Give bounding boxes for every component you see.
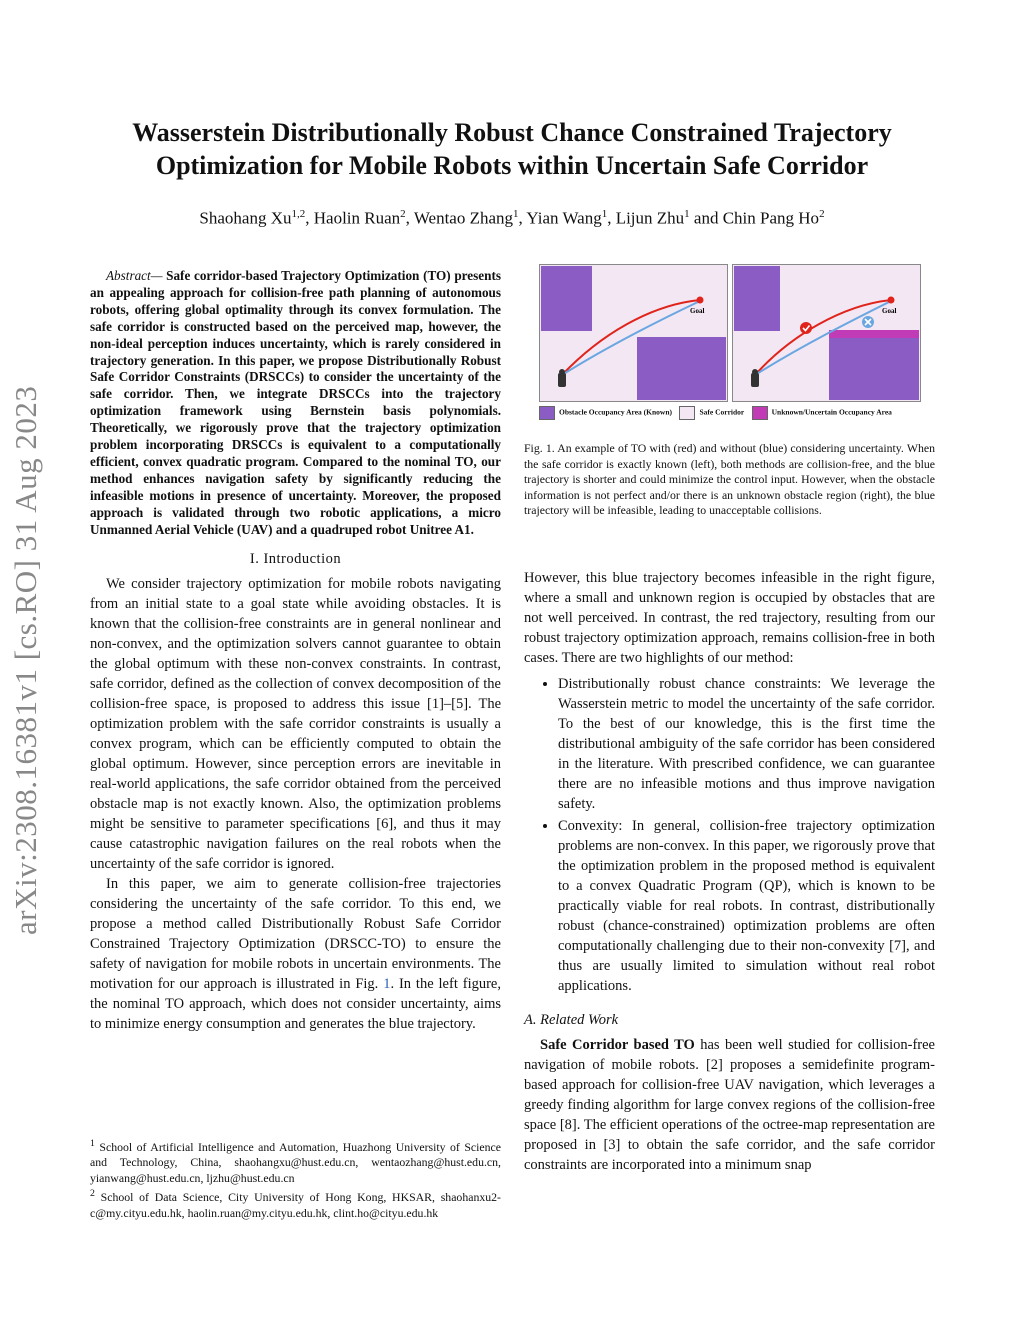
paper-title: Wasserstein Distributionally Robust Chance Constrained Trajectory Optimization for Mobile Robots within Uncertain Safe Corridor <box>132 118 892 180</box>
figure-left-svg <box>540 265 727 401</box>
abstract-label: Abstract <box>106 268 151 283</box>
intro-paragraph-1: We consider trajectory optimization for mobile robots navigating from an initial state to a goal state while avoiding obstacles. It is known that the collision-free constraints are in general nonlinear and non-convex, and the optimization solvers cannot guarantee to obtain the global optimum with these non-convex constraints. In contrast, safe corridor, defined as the collection of convex decomposition of the collision-free space, is proposed to address this issue [1]–[5]. The optimization problem with the safe corridor constraints is usually a convex program, which can be efficiently computed to obtain the global optimum. However, since perception errors are inevitable in real-world applications, the safe corridor obtained from the perceived obstacle map is not exactly known. Also, the optimization problems might be sensitive to parameter specifications [6], and thus it may cause catastrophic navigation failures on the real robots when the uncertainty of the safe corridor is ignored. <box>90 575 501 872</box>
figure-caption: Fig. 1. An example of TO with (red) and without (blue) considering uncertainty. When the safe corridor is exactly known (left), both methods are collision-free, and the blue trajectory is shorter and could minimize the control input. However, when the obstacle information is not perfect and/or there is an unknown obstacle region (right), the blue trajectory will be infeasible, leading to unacceptable collisions. <box>524 441 935 517</box>
related-work-paragraph <box>524 1035 935 1175</box>
author: Yian Wang <box>526 208 602 228</box>
footnote-1: $^1$ School of Artificial Intelligence and Automation, Huazhong University of Science and Technology, China, shaohangxu@hust.edu.cn, wentaozhang@hust.edu.cn, yianwang@hust.edu.cn, ljzhu@hust.edu.cn <box>90 1138 502 1185</box>
footnote-1-text: School of Artificial Intelligence and Automation, Huazhong University of Science and Technology, China, shaohangxu@hust.edu.cn, wentaozhang@hust.edu.cn, yianwang@hust.edu.cn, ljzhu@hust.edu.cn <box>90 1139 502 1185</box>
figure-legend <box>539 406 935 420</box>
footnotes <box>90 1136 501 1221</box>
goal-marker <box>697 297 704 304</box>
author-affiliation: 1,2 <box>291 208 306 220</box>
author: Shaohang Xu <box>199 208 292 228</box>
legend-label-corridor: Safe Corridor <box>699 407 745 417</box>
check-icon <box>800 322 812 334</box>
list-item: • Convexity: In general, collision-free trajectory optimization problems are non-convex. In this paper, we rigorously prove that the optimization problem in the proposed method is equivalent to a convex Quadratic Program (QP), which is known to be practically viable for real robots. In contrast, distributionally robust (chance-constrained) optimization problems are often computationally challenging due to their non-convexity [7], and thus are usually limited to simulation without real robot applications. <box>558 816 935 996</box>
author-affiliation: 1 <box>684 208 690 220</box>
related-work-text: has been well studied for collision-free navigation of mobile robots. [2] proposes a semidefinite program-based approach for collision-free UAV navigation, which leverages a greedy finding algorithm for large convex regions of the collision-free space [8]. The efficient operations of the octree-map representation are proposed in [3] to obtain the safe corridor, and the safe corridor constraints are incorporated into a minimum snap <box>524 1037 935 1173</box>
abstract-text: Safe corridor-based Trajectory Optimization (TO) presents an appealing approach for collision-free path planning of autonomous robots, offering global optimality through its convex formulation. The safe corridor is constructed based on the perceived map, however, the non-ideal perception induces uncertainty, which is rarely considered in trajectory generation. In this paper, we propose Distributionally Robust Safe Corridor Constraints (DRSCCs) to consider the uncertainty of the safe corridor. Then, we integrate DRSCCs into the trajectory optimization framework using Bernstein basis polynomials. Theoretically, we rigorously prove that the trajectory optimization problem incorporating DRSCCs is equivalent to a computationally efficient, convex quadratic program. Compared to the nominal TO, our method enhances navigation safety by significantly reducing the infeasible motions in presence of uncertainty. Moreover, the proposed approach is validated through two robotic applications, a micro Unmanned Aerial Vehicle (UAV) and a quadruped robot Unitree A1. <box>90 268 501 537</box>
legend-swatch-corridor <box>679 406 695 420</box>
intro-paragraph-2-text-end: . In the left figure, the nominal TO approach, which does not consider uncertainty, aims to minimize energy consumption and generates the blue trajectory. <box>90 975 501 1032</box>
author-affiliation: 1 <box>601 208 608 220</box>
highlights-list <box>524 674 935 996</box>
robot-icon <box>751 369 759 387</box>
known-obstacle-bottom-right <box>829 337 919 400</box>
legend-label-unknown: Unknown/Uncertain Occupancy Area <box>771 407 892 417</box>
author: Chin Pang Ho <box>722 208 820 228</box>
footnote-2: $^2$ School of Data Science, City University of Hong Kong, HKSAR, shaohanxu2-c@my.cityu.edu.hk, haolin.ruan@my.cityu.edu.hk, clint.ho@cityu.edu.hk <box>90 1188 501 1220</box>
section-heading-introduction: I. Introduction <box>249 550 342 567</box>
author-affiliation: 2 <box>400 208 406 220</box>
right-paragraph-1: However, this blue trajectory becomes infeasible in the right figure, where a small and unknown region is occupied by obstacles that are not well perceived. In contrast, the red trajectory, resulting from our robust trajectory optimization approach, remains collision-free in both cases. There are two highlights of our method: <box>524 570 935 666</box>
author-list: Shaohang Xu$^{1,2}$, Haolin Ruan$^2$, Wentao Zhang$^1$, Yian Wang$^1$, Lijun Zhu$^1$ and Chin Pang Ho$^2$ <box>199 208 825 228</box>
goal-label: Goal <box>882 307 897 315</box>
figure-left-panel <box>539 264 728 402</box>
cross-icon <box>862 316 874 328</box>
author: Wentao Zhang <box>413 208 514 228</box>
left-column <box>90 268 501 1034</box>
goal-label: Goal <box>690 307 705 315</box>
related-work-bold-lead: Safe Corridor based TO <box>540 1037 695 1053</box>
unknown-obstacle-region <box>829 330 919 338</box>
intro-paragraph-2 <box>90 874 501 1034</box>
goal-marker <box>888 297 895 304</box>
robot-icon <box>558 369 566 387</box>
figure-reference-link[interactable]: 1 <box>383 975 391 992</box>
subsection-heading-related-work: A. Related Work <box>524 1012 619 1028</box>
legend-swatch-obstacle <box>539 406 555 420</box>
author: Lijun Zhu <box>615 208 685 228</box>
author-affiliation: 2 <box>819 208 825 220</box>
intro-paragraph-2-text: In this paper, we aim to generate collision-free trajectories considering the uncertainty of the safe corridor. To this end, we propose a method called Distributionally Robust Safe Corridor Constrained Trajectory Optimization (DRSCC-TO) to ensure the safety of navigation for mobile robots in uncertain environments. The motivation for our approach is illustrated in Fig. <box>90 875 501 992</box>
list-item: • Distributionally robust chance constraints: We leverage the Wasserstein metric to model the uncertainty of the safe corridor. To the best of our knowledge, this is the first time the distributional ambiguity of the safe corridor has been considered in the literature. With prescribed confidence, we can guarantee there are no infeasible motions and thus improve navigation safety. <box>558 674 935 814</box>
figure-right-panel <box>732 264 921 402</box>
figure-right-svg <box>733 265 920 401</box>
arxiv-identifier: arXiv:2308.16381v1 [cs.RO] 31 Aug 2023 <box>8 385 43 935</box>
author: Haolin Ruan <box>313 208 401 228</box>
abstract: Abstract— Safe corridor-based Trajectory Optimization (TO) presents an appealing approach for collision-free path planning of autonomous robots, offering global optimality through its convex formulation. The safe corridor is constructed based on the perceived map, however, the non-ideal perception induces uncertainty, which is rarely considered in trajectory generation. In this paper, we propose Distributionally Robust Safe Corridor Constraints (DRSCCs) to consider the uncertainty of the safe corridor. Then, we integrate DRSCCs into the trajectory optimization framework using Bernstein basis polynomials. Theoretically, we rigorously prove that the trajectory optimization problem incorporating DRSCCs is equivalent to a computationally efficient, convex quadratic program. Compared to the nominal TO, our method enhances navigation safety by significantly reducing the infeasible motions in presence of uncertainty. Moreover, the proposed approach is validated through two robotic applications, a micro Unmanned Aerial Vehicle (UAV) and a quadruped robot Unitree A1. <box>90 268 501 537</box>
legend-label-obstacle: Obstacle Occupancy Area (Known) <box>559 407 672 417</box>
right-column <box>524 568 935 1175</box>
legend-swatch-unknown <box>752 406 768 420</box>
author-affiliation: 1 <box>513 208 519 220</box>
footnote-2-text: School of Data Science, City University of Hong Kong, HKSAR, shaohanxu2-c@my.cityu.edu.hk, haolin.ruan@my.cityu.edu.hk, clint.ho@cityu.edu.hk <box>90 1190 501 1220</box>
known-obstacle-top-left <box>734 266 780 331</box>
known-obstacle-top-left <box>541 266 592 331</box>
known-obstacle-bottom-right <box>637 337 726 400</box>
